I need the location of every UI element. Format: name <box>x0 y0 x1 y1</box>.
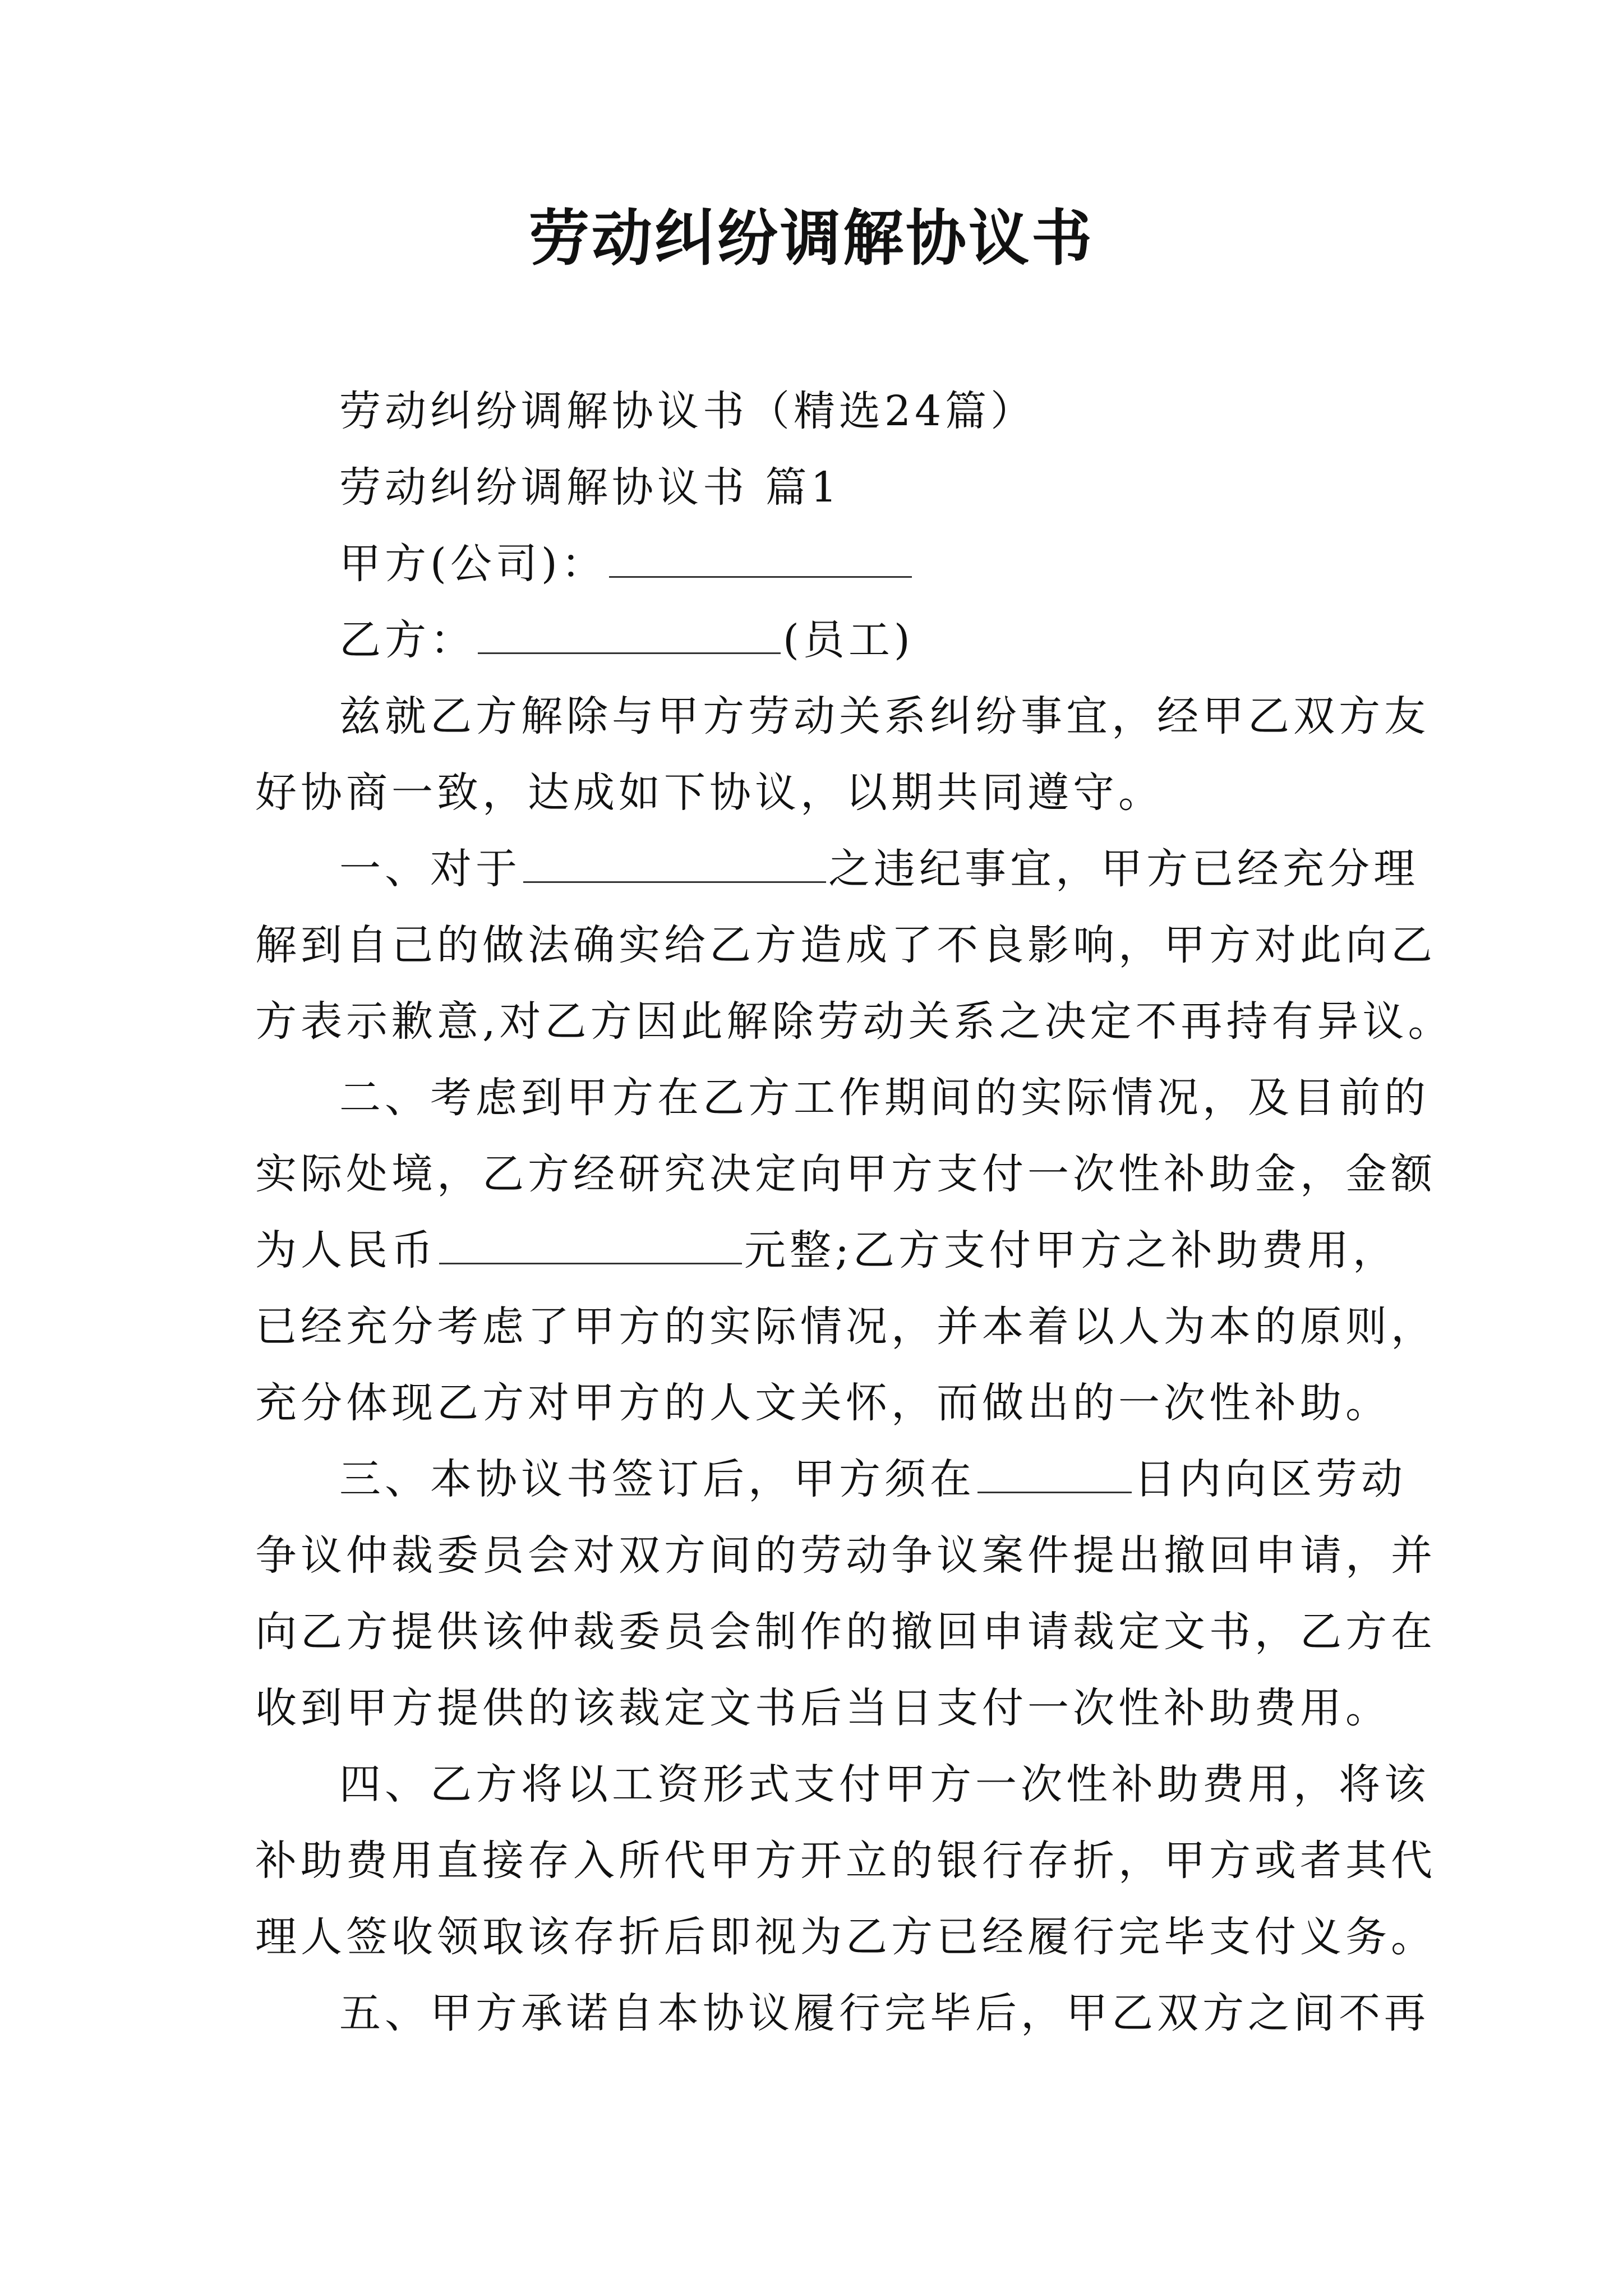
line-text: 二、考虑到甲方在乙方工作期间的实际情况，及目前的 <box>339 1074 1430 1122</box>
line-text: 劳动纠纷调解协议书 篇1 <box>339 463 841 512</box>
line-text: 解到自己的做法确实给乙方造成了不良影响，甲方对此向乙 <box>255 921 1436 969</box>
paragraph-line <box>255 907 1436 983</box>
paragraph-line <box>255 831 1419 907</box>
paragraph-line <box>255 1289 1436 1365</box>
line-text: 收到甲方提供的该裁定文书后当日支付一次性补助费用。 <box>255 1684 1391 1732</box>
line-text: 理人签收领取该存折后即视为乙方已经履行完毕支付义务。 <box>255 1913 1436 1961</box>
document-body <box>255 373 1454 2051</box>
line-text: 日内向区劳动 <box>1134 1455 1407 1503</box>
paragraph-line <box>255 449 1380 526</box>
paragraph-line <box>255 526 1380 602</box>
line-text: 之违纪事宜，甲方已经充分理 <box>828 845 1419 893</box>
paragraph-line <box>255 1365 1391 1441</box>
blank-underline <box>478 619 781 654</box>
paragraph-line <box>255 1594 1436 1670</box>
line-text: (员工) <box>783 616 914 664</box>
paragraph-line <box>255 373 1380 449</box>
line-text: 乙方： <box>339 616 476 664</box>
paragraph-line <box>255 1441 1407 1517</box>
paragraph-line <box>255 754 1380 831</box>
document-title: 劳动纠纷调解协议书 <box>528 203 1094 274</box>
blank-underline <box>978 1458 1132 1493</box>
line-text: 向乙方提供该仲裁委员会制作的撤回申请裁定文书，乙方在 <box>255 1608 1436 1656</box>
line-text: 补助费用直接存入所代甲方开立的银行存折，甲方或者其代 <box>255 1837 1436 1885</box>
line-text: 好协商一致，达成如下协议，以期共同遵守。 <box>255 769 1164 817</box>
blank-underline <box>439 1229 742 1264</box>
paragraph-line <box>255 1670 1391 1746</box>
line-text: 四、乙方将以工资形式支付甲方一次性补助费用，将该 <box>339 1760 1430 1809</box>
paragraph-line <box>255 1136 1436 1212</box>
paragraph-line <box>255 1517 1436 1594</box>
line-text: 兹就乙方解除与甲方劳动关系纠纷事宜，经甲乙双方友 <box>339 692 1430 740</box>
paragraph-line <box>255 1899 1436 1975</box>
line-text: 劳动纠纷调解协议书（精选24篇） <box>339 387 1036 435</box>
line-text: 为人民币 <box>255 1226 437 1274</box>
paragraph-line <box>255 1212 1398 1289</box>
line-text: 争议仲裁委员会对双方间的劳动争议案件提出撤回申请，并 <box>255 1531 1436 1580</box>
paragraph-line <box>255 983 1454 1060</box>
line-text: 三、本协议书签订后，甲方须在 <box>339 1455 975 1503</box>
line-text: 实际处境，乙方经研究决定向甲方支付一次性补助金，金额 <box>255 1150 1436 1198</box>
paragraph-line <box>255 602 1380 678</box>
paragraph-line <box>255 1823 1436 1899</box>
line-text: 充分体现乙方对甲方的人文关怀，而做出的一次性补助。 <box>255 1379 1391 1427</box>
line-text: 五、甲方承诺自本协议履行完毕后，甲乙双方之间不再 <box>339 1989 1430 2037</box>
paragraph-line <box>255 678 1430 754</box>
paragraph-line <box>255 1060 1430 1136</box>
paragraph-line <box>255 1746 1430 1823</box>
blank-underline <box>523 848 826 883</box>
line-text: 甲方(公司)： <box>339 540 607 588</box>
blank-underline <box>609 542 912 578</box>
paragraph-line <box>255 1975 1430 2051</box>
line-text: 一、对于 <box>339 845 521 893</box>
line-text: 元整;乙方支付甲方之补助费用， <box>744 1226 1398 1274</box>
line-text: 方表示歉意,对乙方因此解除劳动关系之决定不再持有异议。 <box>255 997 1454 1046</box>
line-text: 已经充分考虑了甲方的实际情况，并本着以人为本的原则， <box>255 1303 1436 1351</box>
